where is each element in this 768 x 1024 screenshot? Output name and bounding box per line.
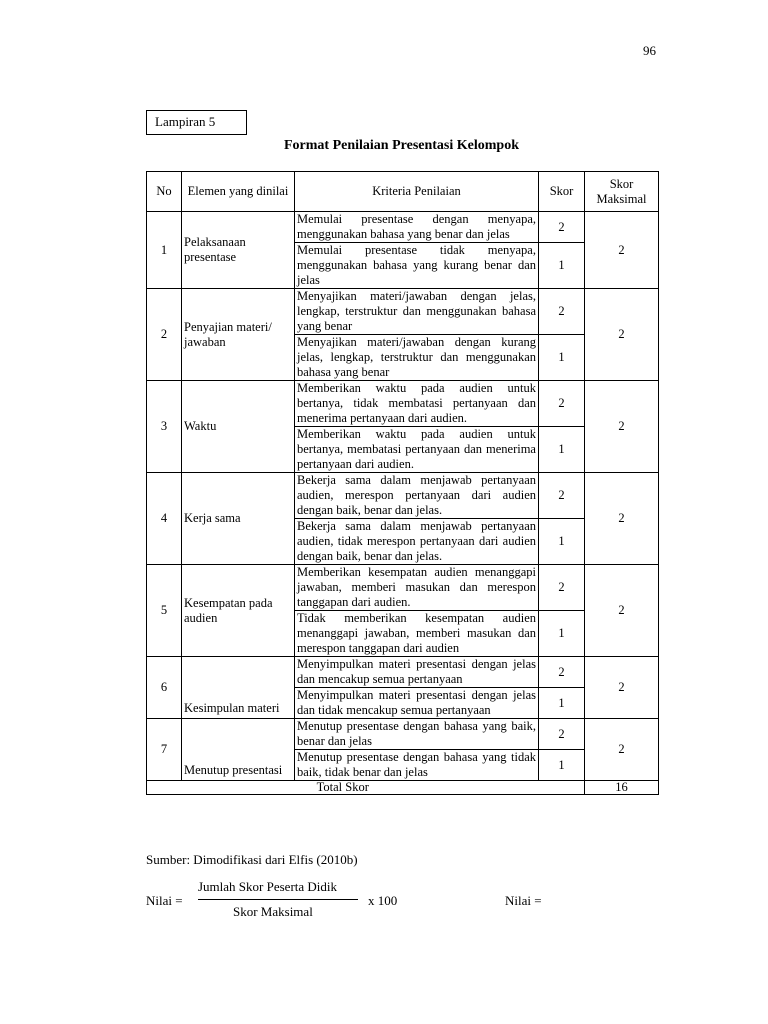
criteria-text: Menyajikan materi/jawaban dengan jelas, lengkap, terstruktur dan menggunakan bahasa yang benar <box>295 289 539 335</box>
fraction-line <box>198 899 358 900</box>
max-score: 2 <box>585 719 659 781</box>
criteria-score: 1 <box>539 611 585 657</box>
criteria-text: Bekerja sama dalam menjawab pertanyaan audien, merespon pertanyaan dari audien dengan baik, benar dan jelas. <box>295 473 539 519</box>
table-row <box>147 473 659 519</box>
table-body <box>147 212 659 795</box>
table-header-row <box>147 172 659 212</box>
assessed-element: Pelaksanaan presentase <box>182 212 295 289</box>
criteria-text: Menutup presentase dengan bahasa yang baik, benar dan jelas <box>295 719 539 750</box>
criteria-score: 2 <box>539 381 585 427</box>
criteria-score: 2 <box>539 289 585 335</box>
header-element: Elemen yang dinilai <box>182 172 295 212</box>
assessed-element: Kerja sama <box>182 473 295 565</box>
criteria-score: 1 <box>539 750 585 781</box>
table-row <box>147 381 659 427</box>
table-row <box>147 657 659 688</box>
max-score: 2 <box>585 381 659 473</box>
row-number: 1 <box>147 212 182 289</box>
row-number: 7 <box>147 719 182 781</box>
total-row <box>147 781 659 795</box>
assessed-element: Kesempatan pada audien <box>182 565 295 657</box>
criteria-text: Menyimpulkan materi presentasi dengan jelas dan tidak mencakup semua pertanyaan <box>295 688 539 719</box>
criteria-text: Bekerja sama dalam menjawab pertanyaan audien, tidak merespon pertanyaan dari audien dengan baik, benar dan jelas. <box>295 519 539 565</box>
criteria-text: Memulai presentase dengan menyapa, menggunakan bahasa yang benar dan jelas <box>295 212 539 243</box>
formula-label: Nilai = <box>146 893 183 908</box>
appendix-label: Lampiran 5 <box>146 110 247 135</box>
assessed-element: Waktu <box>182 381 295 473</box>
criteria-score: 2 <box>539 565 585 611</box>
document-title: Format Penilaian Presentasi Kelompok <box>284 138 519 153</box>
total-value: 16 <box>585 781 659 795</box>
header-criteria: Kriteria Penilaian <box>295 172 539 212</box>
row-number: 6 <box>147 657 182 719</box>
formula-multiplier: x 100 <box>368 893 398 908</box>
total-label: Total Skor <box>147 781 539 795</box>
table-row <box>147 565 659 611</box>
criteria-text: Menyajikan materi/jawaban dengan kurang jelas, lengkap, terstruktur dan menggunakan bahasa yang benar <box>295 335 539 381</box>
max-score: 2 <box>585 289 659 381</box>
criteria-text: Memulai presentase tidak menyapa, menggunakan bahasa yang kurang benar dan jelas <box>295 243 539 289</box>
header-no: No <box>147 172 182 212</box>
row-number: 5 <box>147 565 182 657</box>
row-number: 2 <box>147 289 182 381</box>
max-score: 2 <box>585 212 659 289</box>
table-row <box>147 719 659 750</box>
criteria-score: 1 <box>539 243 585 289</box>
criteria-text: Menyimpulkan materi presentasi dengan jelas dan mencakup semua pertanyaan <box>295 657 539 688</box>
max-score: 2 <box>585 473 659 565</box>
assessed-element: Kesimpulan materi <box>182 657 295 719</box>
criteria-text: Memberikan waktu pada audien untuk bertanya, tidak membatasi pertanyaan dan menerima pertanyaan dari audien. <box>295 381 539 427</box>
criteria-score: 1 <box>539 427 585 473</box>
criteria-score: 2 <box>539 473 585 519</box>
row-number: 4 <box>147 473 182 565</box>
formula-denominator: Skor Maksimal <box>233 904 313 919</box>
criteria-score: 2 <box>539 719 585 750</box>
criteria-text: Menutup presentase dengan bahasa yang tidak baik, tidak benar dan jelas <box>295 750 539 781</box>
page-number: 96 <box>643 43 656 58</box>
row-number: 3 <box>147 381 182 473</box>
max-score: 2 <box>585 565 659 657</box>
assessment-table <box>146 171 659 795</box>
assessed-element: Menutup presentasi <box>182 719 295 781</box>
criteria-text: Tidak memberikan kesempatan audien menanggapi jawaban, memberi masukan dan merespon tanggapan dari audien <box>295 611 539 657</box>
criteria-score: 2 <box>539 212 585 243</box>
source-note: Sumber: Dimodifikasi dari Elfis (2010b) <box>146 852 358 867</box>
header-max-score: Skor Maksimal <box>585 172 659 212</box>
table-row <box>147 212 659 243</box>
assessed-element: Penyajian materi/ jawaban <box>182 289 295 381</box>
max-score: 2 <box>585 657 659 719</box>
header-score: Skor <box>539 172 585 212</box>
criteria-text: Memberikan kesempatan audien menanggapi jawaban, memberi masukan dan merespon tanggapan dari audien. <box>295 565 539 611</box>
table-row <box>147 289 659 335</box>
criteria-score: 1 <box>539 688 585 719</box>
formula-numerator: Jumlah Skor Peserta Didik <box>198 879 338 894</box>
formula-result-label: Nilai = <box>505 893 542 908</box>
criteria-text: Memberikan waktu pada audien untuk bertanya, membatasi pertanyaan dan menerima pertanyaan dari audien. <box>295 427 539 473</box>
total-empty-cell <box>539 781 585 795</box>
criteria-score: 1 <box>539 335 585 381</box>
criteria-score: 2 <box>539 657 585 688</box>
criteria-score: 1 <box>539 519 585 565</box>
